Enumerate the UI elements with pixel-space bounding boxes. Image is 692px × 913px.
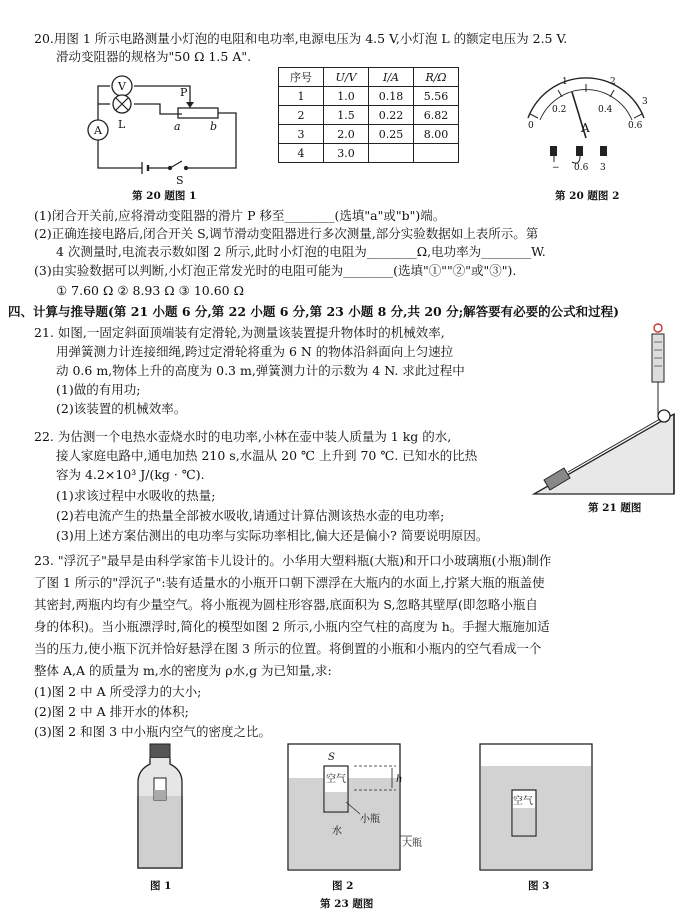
q20-part1: (1)闭合开关前,应将滑动变阻器的滑片 P 移至________(选填"a"或"b")端。 xyxy=(34,208,446,223)
suspended-vial-figure xyxy=(478,742,598,872)
switch-label: S xyxy=(176,174,184,187)
floating-vial-figure xyxy=(284,742,434,872)
table-cell: 6.82 xyxy=(414,106,459,125)
q23-line2: 了图 1 所示的"浮沉子":装有适量水的小瓶开口朝下漂浮在大瓶内的水面上,拧紧大瓶的瓶盖使 xyxy=(34,575,545,590)
table-row xyxy=(279,144,459,163)
q23-part1: (1)图 2 中 A 所受浮力的大小; xyxy=(34,684,202,699)
meter-tick-3: 3 xyxy=(642,97,648,107)
table-cell xyxy=(369,144,414,163)
terminal-minus: − xyxy=(552,163,560,173)
table-cell: 0.25 xyxy=(369,125,414,144)
q22-line3: 容为 4.2×10³ J/(kg · ℃). xyxy=(56,467,205,482)
table-cell: 0.18 xyxy=(369,87,414,106)
q20-part3: (3)由实验数据可以判断,小灯泡正常发光时的电阻可能为________(选填"①""②"或"③"). xyxy=(34,263,517,278)
table-cell: 8.00 xyxy=(414,125,459,144)
table-header: R/Ω xyxy=(414,68,459,87)
meter-tick-04: 0.4 xyxy=(598,105,613,115)
fig21-caption: 第 21 题图 xyxy=(588,502,642,514)
table-header: I/A xyxy=(369,68,414,87)
ammeter-label: A xyxy=(94,124,102,137)
table-cell: 1 xyxy=(279,87,324,106)
area-s-label: S xyxy=(328,752,335,763)
table-cell: 2 xyxy=(279,106,324,125)
big-bottle-label: 大瓶 xyxy=(402,838,422,849)
air-label-fig2: 空气 xyxy=(326,774,346,785)
incline-diagram xyxy=(530,318,680,498)
table-row xyxy=(279,87,459,106)
table-cell: 4 xyxy=(279,144,324,163)
slider-label: P xyxy=(180,86,188,99)
small-vial-label: 小瓶 xyxy=(360,814,380,825)
section-4-heading: 四、计算与推导题(第 21 小题 6 分,第 22 小题 6 分,第 23 小题 8 分,共 20 分;解答要有必要的公式和过程) xyxy=(8,304,620,319)
q22-line6: (3)用上述方案估测出的电功率与实际功率相比,偏大还是偏小? 简要说明原因。 xyxy=(56,528,489,543)
q22-line4: (1)求该过程中水吸收的热量; xyxy=(56,488,216,503)
table-cell: 0.22 xyxy=(369,106,414,125)
q20-line2: 滑动变阻器的规格为"50 Ω 1.5 A". xyxy=(56,49,252,64)
table-cell: 3.0 xyxy=(324,144,369,163)
terminal-b-label: b xyxy=(210,120,218,133)
q23-part2: (2)图 2 中 A 排开水的体积; xyxy=(34,704,189,719)
q23-line1: 23. "浮沉子"最早是由科学家笛卡儿设计的。小华用大塑料瓶(大瓶)和开口小玻璃瓶(小瓶)制作 xyxy=(34,553,552,568)
q23-line6: 整体 A,A 的质量为 m,水的密度为 ρ水,g 为已知量,求: xyxy=(34,663,332,678)
terminal-a-label: a xyxy=(174,120,181,133)
table-header: 序号 xyxy=(279,68,324,87)
q21-line1: 21. 如图,一固定斜面顶端装有定滑轮,为测量该装置提升物体时的机械效率, xyxy=(34,325,445,340)
meter-tick-1: 1 xyxy=(562,77,568,87)
table-header-row xyxy=(279,68,459,87)
lamp-label: L xyxy=(118,118,126,131)
meter-tick-0: 0 xyxy=(528,121,534,131)
circuit-diagram xyxy=(70,68,270,188)
q23-line5: 当的压力,使小瓶下沉并恰好悬浮在图 3 所示的位置。将倒置的小瓶和小瓶内的空气看成一个 xyxy=(34,641,542,656)
bottle-figure xyxy=(130,742,190,872)
table-cell: 5.56 xyxy=(414,87,459,106)
fig20-1-caption: 第 20 题图 1 xyxy=(132,190,197,202)
table-cell: 1.5 xyxy=(324,106,369,125)
height-h-label: h xyxy=(396,774,403,785)
q20-part2b: 4 次测量时,电流表示数如图 2 所示,此时小灯泡的电阻为________Ω,电功率为________W. xyxy=(56,244,546,259)
voltmeter-label: V xyxy=(118,80,126,93)
q22-line2: 接人家庭电路中,通电加热 210 s,水温从 20 ℃ 上升到 70 ℃. 已知水的比热 xyxy=(56,448,478,463)
data-table xyxy=(278,67,459,163)
q23-line3: 其密封,两瓶内均有少量空气。将小瓶视为圆柱形容器,底面积为 S,忽略其壁厚(即忽略小瓶自 xyxy=(34,597,538,612)
meter-tick-06: 0.6 xyxy=(628,121,643,131)
table-header: U/V xyxy=(324,68,369,87)
q20-options: ① 7.60 Ω ② 8.93 Ω ③ 10.60 Ω xyxy=(56,283,244,298)
fig23-1-label: 图 1 xyxy=(150,880,172,892)
q23-line4: 身的体积)。当小瓶漂浮时,简化的模型如图 2 所示,小瓶内空气柱的高度为 h。手握大瓶施加适 xyxy=(34,619,550,634)
table-row xyxy=(279,125,459,144)
terminal-3: 3 xyxy=(600,163,606,173)
table-row xyxy=(279,106,459,125)
q22-line5: (2)若电流产生的热量全部被水吸收,请通过计算估测该热水壶的电功率; xyxy=(56,508,445,523)
water-label: 水 xyxy=(332,826,342,837)
q21-line3: 动 0.6 m,物体上升的高度为 0.3 m,弹簧测力计的示数为 4 N. 求此过程中 xyxy=(56,363,465,378)
terminal-06: 0.6 xyxy=(574,163,589,173)
fig23-caption: 第 23 题图 xyxy=(320,898,374,910)
air-label-fig3: 空气 xyxy=(513,796,533,807)
table-cell: 2.0 xyxy=(324,125,369,144)
ammeter-dial xyxy=(510,70,660,180)
table-cell: 3 xyxy=(279,125,324,144)
table-cell: 1.0 xyxy=(324,87,369,106)
q21-line2: 用弹簧测力计连接细绳,跨过定滑轮将重为 6 N 的物体沿斜面向上匀速拉 xyxy=(56,344,454,359)
q20-line1: 20.用图 1 所示电路测量小灯泡的电阻和电功率,电源电压为 4.5 V,小灯泡 L 的额定电压为 2.5 V. xyxy=(34,31,568,46)
fig23-3-label: 图 3 xyxy=(528,880,550,892)
fig23-2-label: 图 2 xyxy=(332,880,354,892)
q22-line1: 22. 为估测一个电热水壶烧水时的电功率,小林在壶中装人质量为 1 kg 的水, xyxy=(34,429,452,444)
table-cell xyxy=(414,144,459,163)
q23-part3: (3)图 2 和图 3 中小瓶内空气的密度之比。 xyxy=(34,724,272,739)
meter-tick-02: 0.2 xyxy=(552,105,567,115)
q21-line4: (1)做的有用功; xyxy=(56,382,141,397)
q21-line5: (2)该装置的机械效率。 xyxy=(56,401,187,416)
q20-part2a: (2)正确连接电路后,闭合开关 S,调节滑动变阻器进行多次测量,部分实验数据如上表所示。第 xyxy=(34,226,539,241)
meter-unit: A xyxy=(581,121,590,135)
fig20-2-caption: 第 20 题图 2 xyxy=(555,190,620,202)
meter-tick-2: 2 xyxy=(610,77,616,87)
